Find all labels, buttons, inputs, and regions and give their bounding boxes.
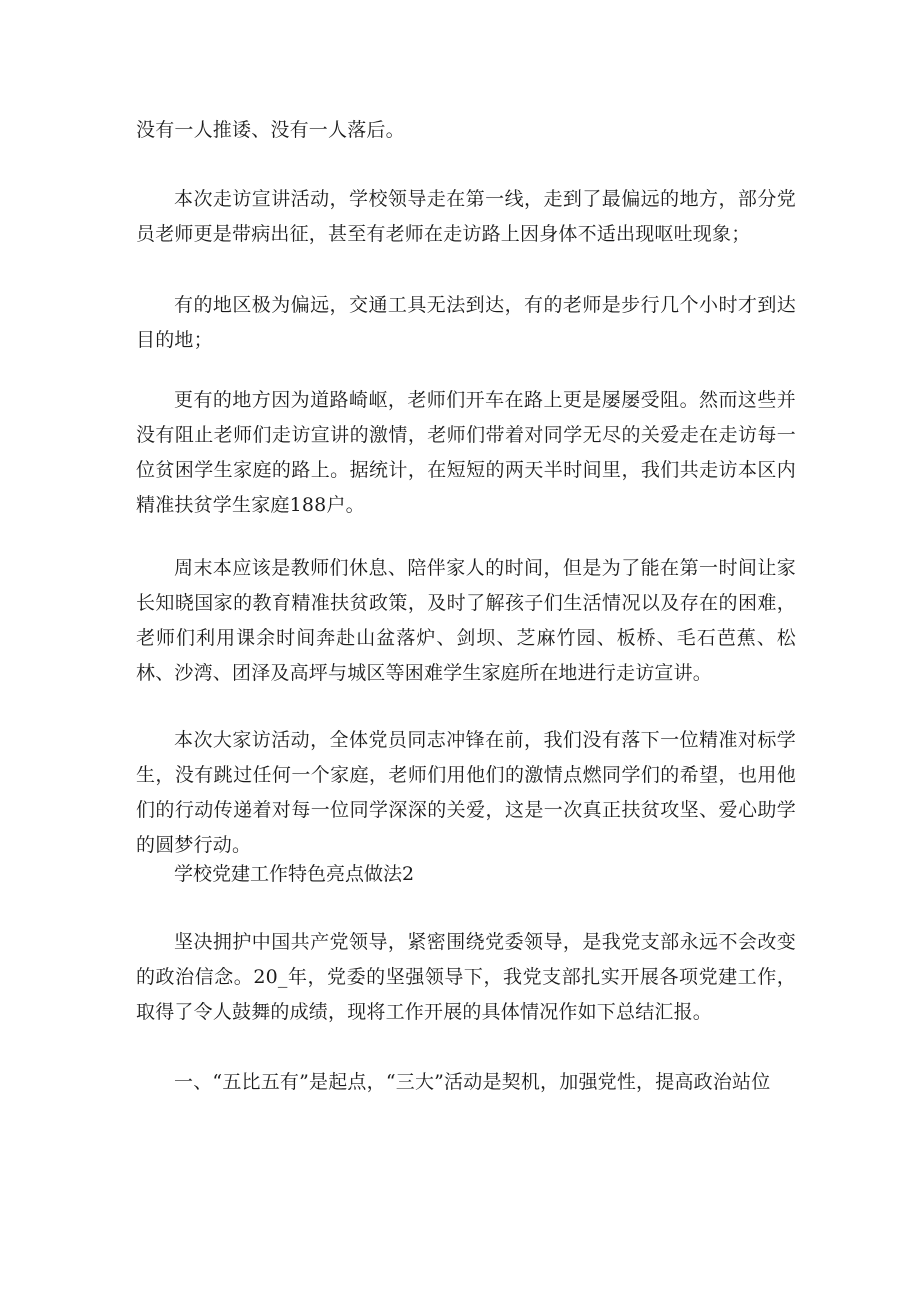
paragraph-1: 没有一人推诿、没有一人落后。 — [136, 119, 405, 141]
paragraph-5: 周末本应该是教师们休息、陪伴家人的时间，但是为了能在第一时间让家长知晓国家的教育精准扶贫政策，及时了解孩子们生活情况以及存在的困难，老师们利用课余时间奔赴山盆落炉、剑坝、芝麻竹园、板桥、毛石芭蕉、松林、沙湾、团泽及高坪与城区等困难学生家庭所在地进行走访宣讲。 — [136, 557, 796, 684]
paragraph-3: 有的地区极为偏远，交通工具无法到达，有的老师是步行几个小时才到达目的地； — [136, 294, 796, 351]
paragraph-4: 更有的地方因为道路崎岖，老师们开车在路上更是屡屡受阻。然而这些并没有阻止老师们走访宣讲的激情，老师们带着对同学无尽的关爱走在走访每一位贫困学生家庭的路上。据统计，在短短的两天半时间里，我们共走访本区内精准扶贫学生家庭188户。 — [136, 389, 796, 516]
paragraph-7: 坚决拥护中国共产党领导，紧密围绕党委领导，是我党支部永远不会改变的政治信念。20_年，党委的坚强领导下，我党支部扎实开展各项党建工作，取得了令人鼓舞的成绩，现将工作开展的具体情况作如下总结汇报。 — [136, 931, 796, 1023]
section-heading: 学校党建工作特色亮点做法2 — [174, 863, 415, 885]
paragraph-2: 本次走访宣讲活动，学校领导走在第一线，走到了最偏远的地方，部分党员老师更是带病出征，甚至有老师在走访路上因身体不适出现呕吐现象； — [136, 188, 796, 245]
paragraph-8: 一、“五比五有”是起点，“三大”活动是契机，加强党性，提高政治站位 — [174, 1071, 771, 1093]
paragraph-6: 本次大家访活动，全体党员同志冲锋在前，我们没有落下一位精准对标学生，没有跳过任何一个家庭，老师们用他们的激情点燃同学们的希望，也用他们的行动传递着对每一位同学深深的关爱，这是一次真正扶贫攻坚、爱心助学的圆梦行动。 — [136, 729, 796, 856]
